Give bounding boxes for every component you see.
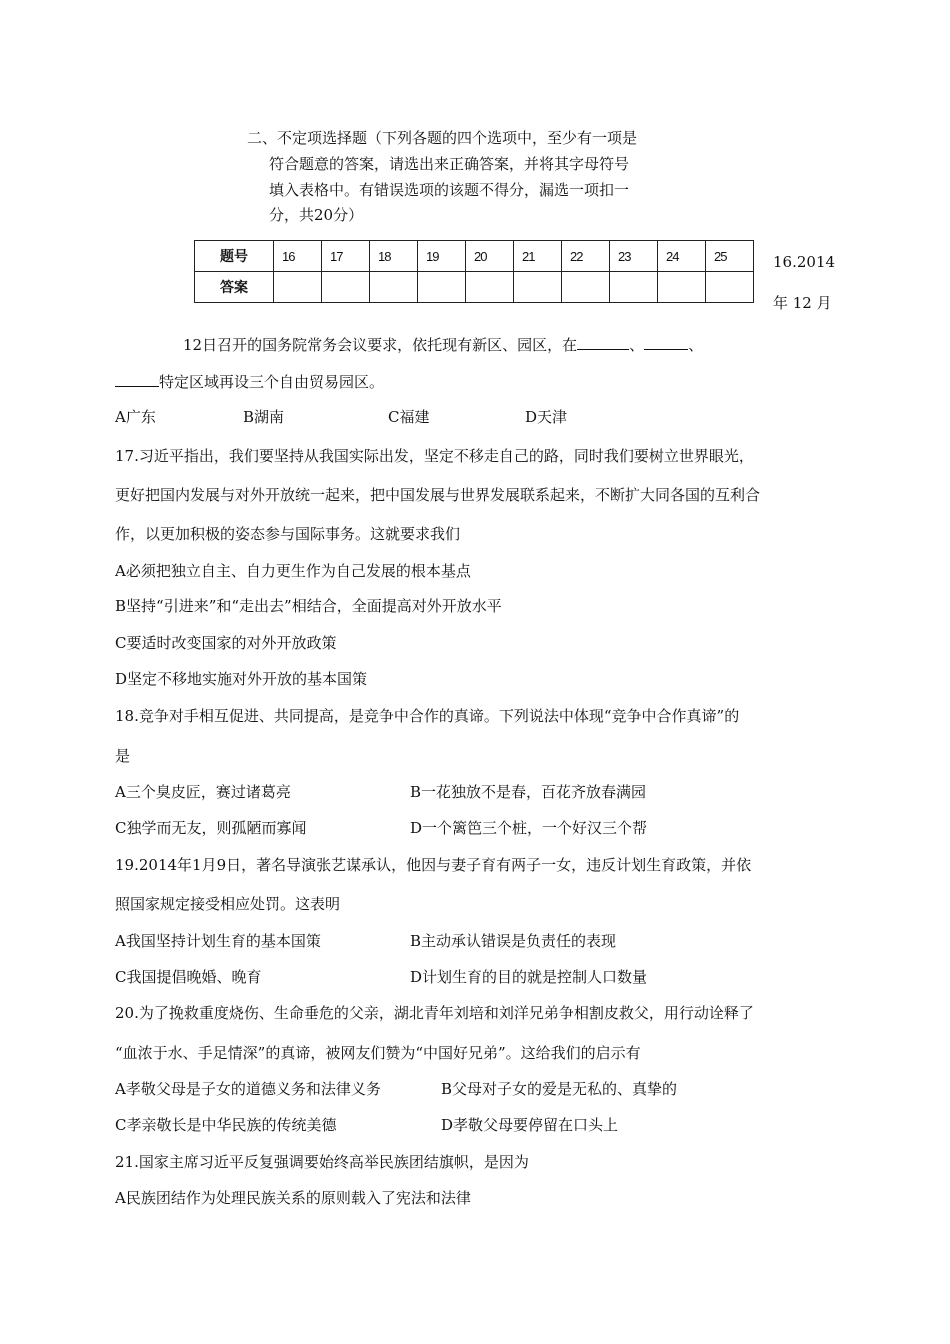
- q16-stem-line1: [183, 334, 703, 355]
- row-label-number: 题号: [195, 241, 274, 272]
- answer-cell[interactable]: [514, 272, 562, 303]
- question-number-cell: 20: [466, 241, 514, 272]
- table-row-numbers: [195, 241, 754, 272]
- q17-option-d: D坚定不移地实施对外开放的基本国策: [115, 670, 368, 688]
- q19-option-c: C我国提倡晚婚、晚育: [115, 968, 262, 986]
- q16-number: 16.2014: [773, 253, 836, 271]
- q18-option-d: D一个篱笆三个桩，一个好汉三个帮: [410, 819, 648, 837]
- question-number-cell: 24: [658, 241, 706, 272]
- q19-line1: 19.2014年1月9日，著名导演张艺谋承认，他因与妻子育有两子一女，违反计划生育政策，并依: [115, 856, 752, 874]
- question-number-cell: 18: [370, 241, 418, 272]
- q21-line1: 21.国家主席习近平反复强调要始终高举民族团结旗帜，是因为: [115, 1153, 529, 1171]
- q19-option-b: B主动承认错误是负责任的表现: [410, 932, 617, 950]
- question-number-cell: 17: [322, 241, 370, 272]
- q16-blank-2[interactable]: [644, 335, 688, 350]
- q17-line1: 17.习近平指出，我们要坚持从我国实际出发，坚定不移走自己的路，同时我们要树立世界眼光，: [115, 447, 754, 465]
- question-number-cell: 22: [562, 241, 610, 272]
- q20-line1: 20.为了挽救重度烧伤、生命垂危的父亲，湖北青年刘培和刘洋兄弟争相割皮救父，用行动诠释了: [115, 1004, 754, 1022]
- q20-option-a: A孝敬父母是子女的道德义务和法律义务: [115, 1080, 381, 1098]
- q16-option-b: B湖南: [243, 408, 285, 426]
- q16-stem-line2: [115, 371, 384, 392]
- q18-option-a: A三个臭皮匠，赛过诸葛亮: [115, 783, 291, 801]
- q21-option-a: A民族团结作为处理民族关系的原则载入了宪法和法律: [115, 1189, 471, 1207]
- answer-cell[interactable]: [466, 272, 514, 303]
- question-number-cell: 21: [514, 241, 562, 272]
- q20-option-c: C孝亲敬长是中华民族的传统美德: [115, 1116, 337, 1134]
- q16-stem-end: 特定区域再设三个自由贸易园区。: [159, 373, 385, 391]
- q19-line2: 照国家规定接受相应处罚。这表明: [115, 895, 341, 913]
- q17-option-b: B坚持“引进来”和“走出去”相结合，全面提高对外开放水平: [115, 597, 502, 615]
- q16-blank-3[interactable]: [115, 372, 159, 387]
- answer-cell[interactable]: [322, 272, 370, 303]
- answer-cell[interactable]: [610, 272, 658, 303]
- q16-option-d: D天津: [525, 408, 568, 426]
- question-number-cell: 25: [706, 241, 754, 272]
- section-header-line4: 分，共20分）: [269, 206, 364, 224]
- q17-line2: 更好把国内发展与对外开放统一起来，把中国发展与世界发展联系起来，不断扩大同各国的互利合: [115, 486, 761, 504]
- answer-cell[interactable]: [274, 272, 322, 303]
- answer-cell[interactable]: [658, 272, 706, 303]
- table-row-answers: [195, 272, 754, 303]
- q20-line2: “血浓于水、手足情深”的真谛，被网友们赞为“中国好兄弟”。这给我们的启示有: [115, 1044, 641, 1062]
- q19-option-d: D计划生育的目的就是控制人口数量: [410, 968, 648, 986]
- q18-line2: 是: [115, 747, 131, 765]
- section-header-line2: 符合题意的答案，请选出来正确答案，并将其字母符号: [269, 155, 630, 173]
- q20-option-b: B父母对子女的爱是无私的、真挚的: [441, 1080, 678, 1098]
- q16-separator-2: 、: [688, 336, 704, 354]
- q19-option-a: A我国坚持计划生育的基本国策: [115, 932, 321, 950]
- section-header-line3: 填入表格中。有错误选项的该题不得分，漏选一项扣一: [269, 181, 630, 199]
- q16-date-continued: 年 12 月: [773, 294, 832, 312]
- answer-cell[interactable]: [562, 272, 610, 303]
- answer-table: [194, 240, 754, 303]
- q16-separator-1: 、: [629, 336, 645, 354]
- q16-option-c: C福建: [388, 408, 430, 426]
- q18-line1: 18.竞争对手相互促进、共同提高，是竞争中合作的真谛。下列说法中体现“竞争中合作真谛”的: [115, 707, 740, 725]
- q17-option-c: C要适时改变国家的对外开放政策: [115, 634, 337, 652]
- question-number-cell: 19: [418, 241, 466, 272]
- q16-option-a: A广东: [115, 408, 156, 426]
- section-header-line1: 二、不定项选择题（下列各题的四个选项中，至少有一项是: [247, 129, 638, 147]
- answer-cell[interactable]: [370, 272, 418, 303]
- q20-option-d: D孝敬父母要停留在口头上: [441, 1116, 619, 1134]
- q16-blank-1[interactable]: [577, 335, 629, 350]
- question-number-cell: 16: [274, 241, 322, 272]
- answer-cell[interactable]: [706, 272, 754, 303]
- row-label-answer: 答案: [195, 272, 274, 303]
- question-number-cell: 23: [610, 241, 658, 272]
- q16-stem-start: 12日召开的国务院常务会议要求，依托现有新区、园区，在: [183, 336, 578, 354]
- q17-line3: 作，以更加积极的姿态参与国际事务。这就要求我们: [115, 525, 461, 543]
- answer-cell[interactable]: [418, 272, 466, 303]
- q18-option-b: B一花独放不是春，百花齐放春满园: [410, 783, 647, 801]
- q17-option-a: A必须把独立自主、自力更生作为自己发展的根本基点: [115, 562, 471, 580]
- q18-option-c: C独学而无友，则孤陋而寡闻: [115, 819, 307, 837]
